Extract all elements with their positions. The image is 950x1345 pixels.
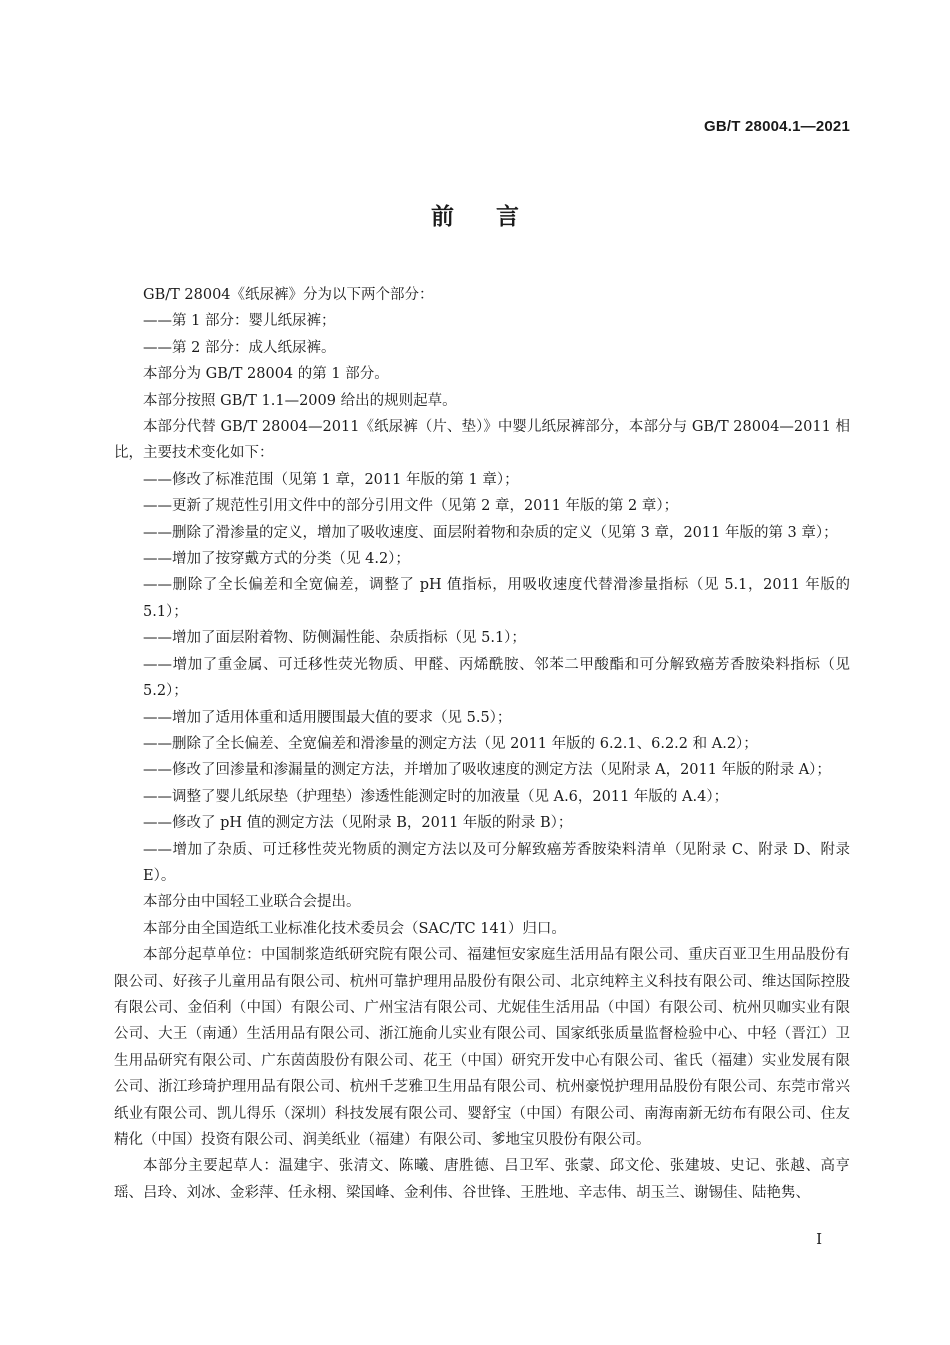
list-item: ——更新了规范性引用文件中的部分引用文件（见第 2 章，2011 年版的第 2 章）； [143,498,679,515]
list-item: ——删除了全长偏差、全宽偏差和滑渗量的测定方法（见 2011 年版的 6.2.1、6.2.2 和 A.2）； [143,735,758,752]
list-item: ——第 2 部分：成人纸尿裤。 [143,339,336,356]
paragraph: 本部分主要起草人：温建宇、张清文、陈曦、唐胜德、吕卫军、张蒙、邱文伦、张建坡、史记、张越、高亨瑶、吕玲、刘冰、金彩萍、任永栩、梁国峰、金利伟、谷世锋、王胜地、辛志伟、胡玉兰、谢锡佳、陆艳隽、 [114,1158,850,1201]
list-item: ——调整了婴儿纸尿垫（护理垫）渗透性能测定时的加液量（见 A.6，2011 年版的 A.4）； [143,788,729,805]
list-item: ——增加了重金属、可迁移性荧光物质、甲醛、丙烯酰胺、邻苯二甲酸酯和可分解致癌芳香胺染料指标（见 5.2）； [143,656,850,700]
paragraph: 本部分起草单位：中国制浆造纸研究院有限公司、福建恒安家庭生活用品有限公司、重庆百亚卫生用品股份有限公司、好孩子儿童用品有限公司、杭州可靠护理用品股份有限公司、北京纯粹主义科技有限公司、维达国际控股有限公司、金佰利（中国）有限公司、广州宝洁有限公司、尤妮佳生活用品（中国）有限公司、杭州贝咖实业有限公司、大王（南通）生活用品有限公司、浙江施俞儿实业有限公司、国家纸张质量监督检验中心、中轻（晋江）卫生用品研究有限公司、广东茵茵股份有限公司、花王（中国）研究开发中心有限公司、雀氏（福建）实业发展有限公司、浙江珍琦护理用品有限公司、杭州千芝雅卫生用品有限公司、杭州豪悦护理用品股份有限公司、东莞市常兴纸业有限公司、凯儿得乐（深圳）科技发展有限公司、婴舒宝（中国）有限公司、南海南新无纺布有限公司、住友精化（中国）投资有限公司、润美纸业（福建）有限公司、爹地宝贝股份有限公司。 [114,947,850,1148]
paragraph: 本部分由中国轻工业联合会提出。 [143,894,361,911]
list-item: ——增加了按穿戴方式的分类（见 4.2）； [143,551,410,568]
list-item: ——删除了全长偏差和全宽偏差，调整了 pH 值指标，用吸收速度代替滑渗量指标（见 5.1，2011 年版的 5.1）； [143,577,850,620]
list-item: ——修改了 pH 值的测定方法（见附录 B，2011 年版的附录 B）； [143,815,573,832]
paragraph: GB/T 28004《纸尿裤》分为以下两个部分： [143,287,434,303]
paragraph: 本部分为 GB/T 28004 的第 1 部分。 [143,366,389,383]
list-item: ——删除了滑渗量的定义，增加了吸收速度、面层附着物和杂质的定义（见第 3 章，2011 年版的第 3 章）； [143,524,838,541]
page-title: 前言 [431,204,561,230]
foreword-body [114,282,850,1206]
paragraph: 本部分按照 GB/T 1.1—2009 给出的规则起草。 [143,392,457,409]
standard-code: GB/T 28004.1—2021 [704,118,850,135]
list-item: ——第 1 部分：婴儿纸尿裤； [143,313,336,330]
list-item: ——增加了面层附着物、防侧漏性能、杂质指标（见 5.1）； [143,630,526,647]
paragraph: 本部分由全国造纸工业标准化技术委员会（SAC/TC 141）归口。 [143,920,566,937]
list-item: ——修改了标准范围（见第 1 章，2011 年版的第 1 章）； [143,471,519,488]
page-number: I [816,1230,822,1248]
list-item: ——修改了回渗量和渗漏量的测定方法，并增加了吸收速度的测定方法（见附录 A，2011 年版的附录 A）； [143,762,831,779]
paragraph: 本部分代替 GB/T 28004—2011《纸尿裤（片、垫）》中婴儿纸尿裤部分，本部分与 GB/T 28004—2011 相比，主要技术变化如下： [114,419,850,462]
list-item: ——增加了杂质、可迁移性荧光物质的测定方法以及可分解致癌芳香胺染料清单（见附录 C、附录 D、附录 E）。 [143,841,850,884]
list-item: ——增加了适用体重和适用腰围最大值的要求（见 5.5）； [143,709,512,726]
